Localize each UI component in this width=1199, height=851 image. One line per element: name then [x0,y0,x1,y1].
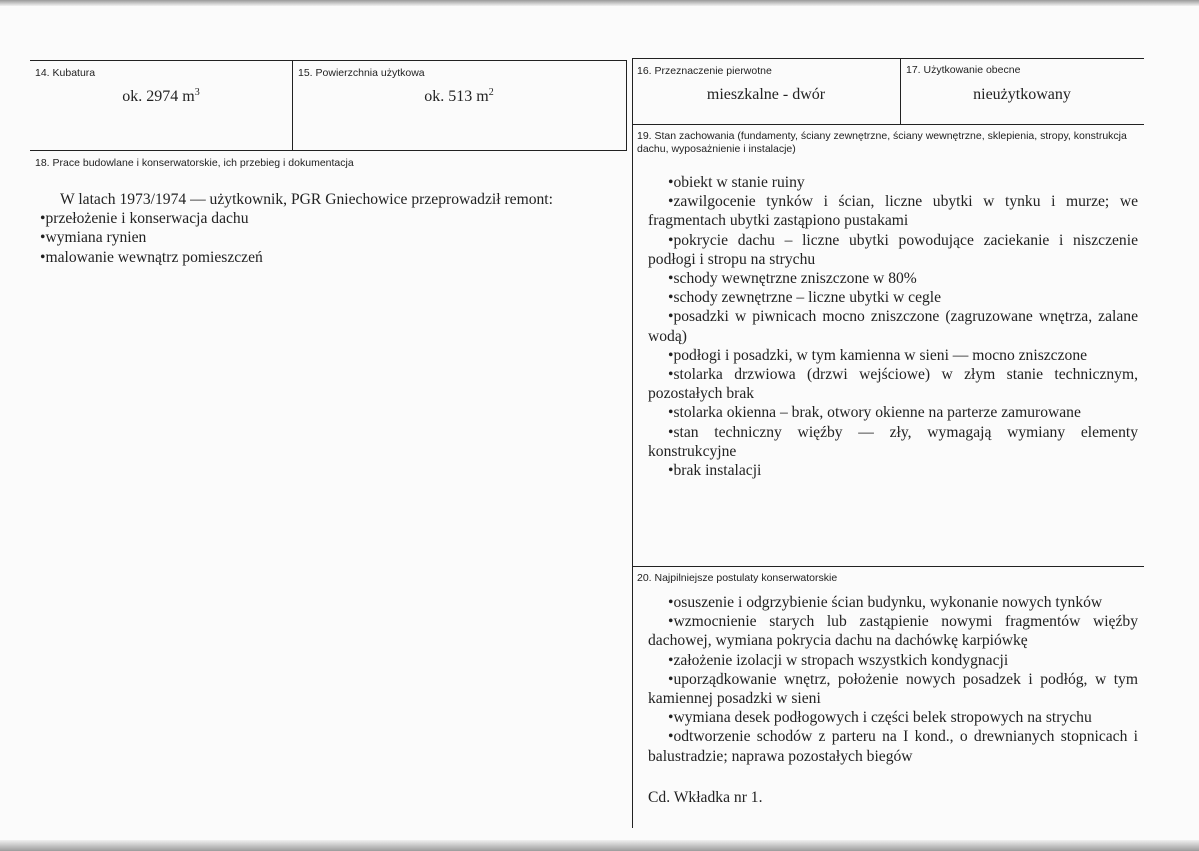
postulat-item: •założenie izolacji w stropach wszystkich kondygnacji [668,651,1009,669]
rule-section-18 [30,150,626,151]
kubatura-value: ok. 2974 $m^3$ [122,87,200,105]
postulat-item: •wymiana desek podłogowych i części belek stropowych na strychu [668,709,1092,727]
prace-budowlane-text [40,190,620,267]
postulat-item: •uporządkowanie wnętrz, położenie nowych posadzek i podłóg, w tym kamiennej posadzki w sieni [648,670,1138,708]
prace-budowlane-label: 18. Prace budowlane i konserwatorskie, ich przebieg i dokumentacja [35,157,354,169]
scan-edge-bottom [0,840,1199,851]
stan-item: •posadzki w piwnicach mocno zniszczone (zagruzowane wnętrza, zalane wodą) [648,308,1138,345]
powierzchnia-value: ok. 513 $m^2$ [424,87,494,105]
postulaty-label: 20. Najpilniejsze postulaty konserwatorskie [637,572,838,584]
stan-item: •zawilgocenie tynków i ścian, liczne ubytki w tynku i murze; we fragmentach ubytki zastąpiono pustakami [648,193,1138,230]
continuation-note: Cd. Wkładka nr 1. [648,789,763,806]
prace-intro: W latach 1973/1974 — użytkownik, PGR Gniechowice przeprowadził remont: [60,191,553,208]
stan-item: •schody zewnętrzne – liczne ubytki w cegle [668,289,942,307]
rule-section-20 [632,566,1144,567]
prace-item: •przełożenie i konserwacja dachu [40,210,249,228]
rule-top-left [30,60,626,61]
rule-top-right [632,58,1144,59]
stan-zachowania-label: 19. Stan zachowania (fundamenty, ściany zewnętrzne, ściany wewnętrzne, sklepienia, stropy, konstrukcja dachu, wyposażnienie i instalacje) [637,130,1127,155]
postulat-item: •osuszenie i odgrzybienie ścian budynku, wykonanie nowych tynków [668,594,1103,611]
rule-section-19 [632,124,1144,125]
postulaty-text [648,593,1138,766]
prace-item: •malowanie wewnątrz pomieszczeń [40,248,263,266]
postulat-item: •wzmocnienie starych lub zastąpienie nowymi fragmentów więźby dachowej, wymiana pokrycia dachu na dachówkę karpiówkę [648,613,1138,650]
prace-item: •wymiana rynien [40,229,147,247]
uzytkowanie-value: nieużytkowany [973,86,1071,103]
stan-item: •pokrycie dachu – liczne ubytki powodujące zaciekanie i niszczenie podłogi i stropu na strychu [648,231,1138,268]
divider-15-16 [626,60,627,151]
powierzchnia-label: 15. Powierzchnia użytkowa [298,67,425,79]
stan-zachowania-text [648,173,1138,480]
stan-item: •stolarka okienna – brak, otwory okienne na parterze zamurowane [668,404,1081,422]
stan-item: •brak instalacji [668,462,762,480]
scan-edge-top [0,0,1199,6]
przeznaczenie-value: mieszkalne - dwór [706,86,826,103]
uzytkowanie-label: 17. Użytkowanie obecne [906,64,1021,76]
kubatura-label: 14. Kubatura [35,67,96,79]
przeznaczenie-label: 16. Przeznaczenie pierwotne [637,65,772,77]
stan-item: •podłogi i posadzki, w tym kamienna w sieni — mocno zniszczone [668,346,1088,364]
stan-item: •stolarka drzwiowa (drzwi wejściowe) w złym stanie technicznym, pozostałych brak [648,366,1138,403]
divider-center [632,58,633,828]
postulat-item: •odtworzenie schodów z parteru na I kond., o drewnianych stopnicach i balustradzie; naprawa pozostałych biegów [648,728,1138,765]
stan-item: •schody wewnętrzne zniszczone w 80% [668,270,917,288]
stan-item: •obiekt w stanie ruiny [668,174,805,191]
stan-item: •stan techniczny więźby — zły, wymagają wymiany elementy konstrukcyjne [648,423,1138,460]
